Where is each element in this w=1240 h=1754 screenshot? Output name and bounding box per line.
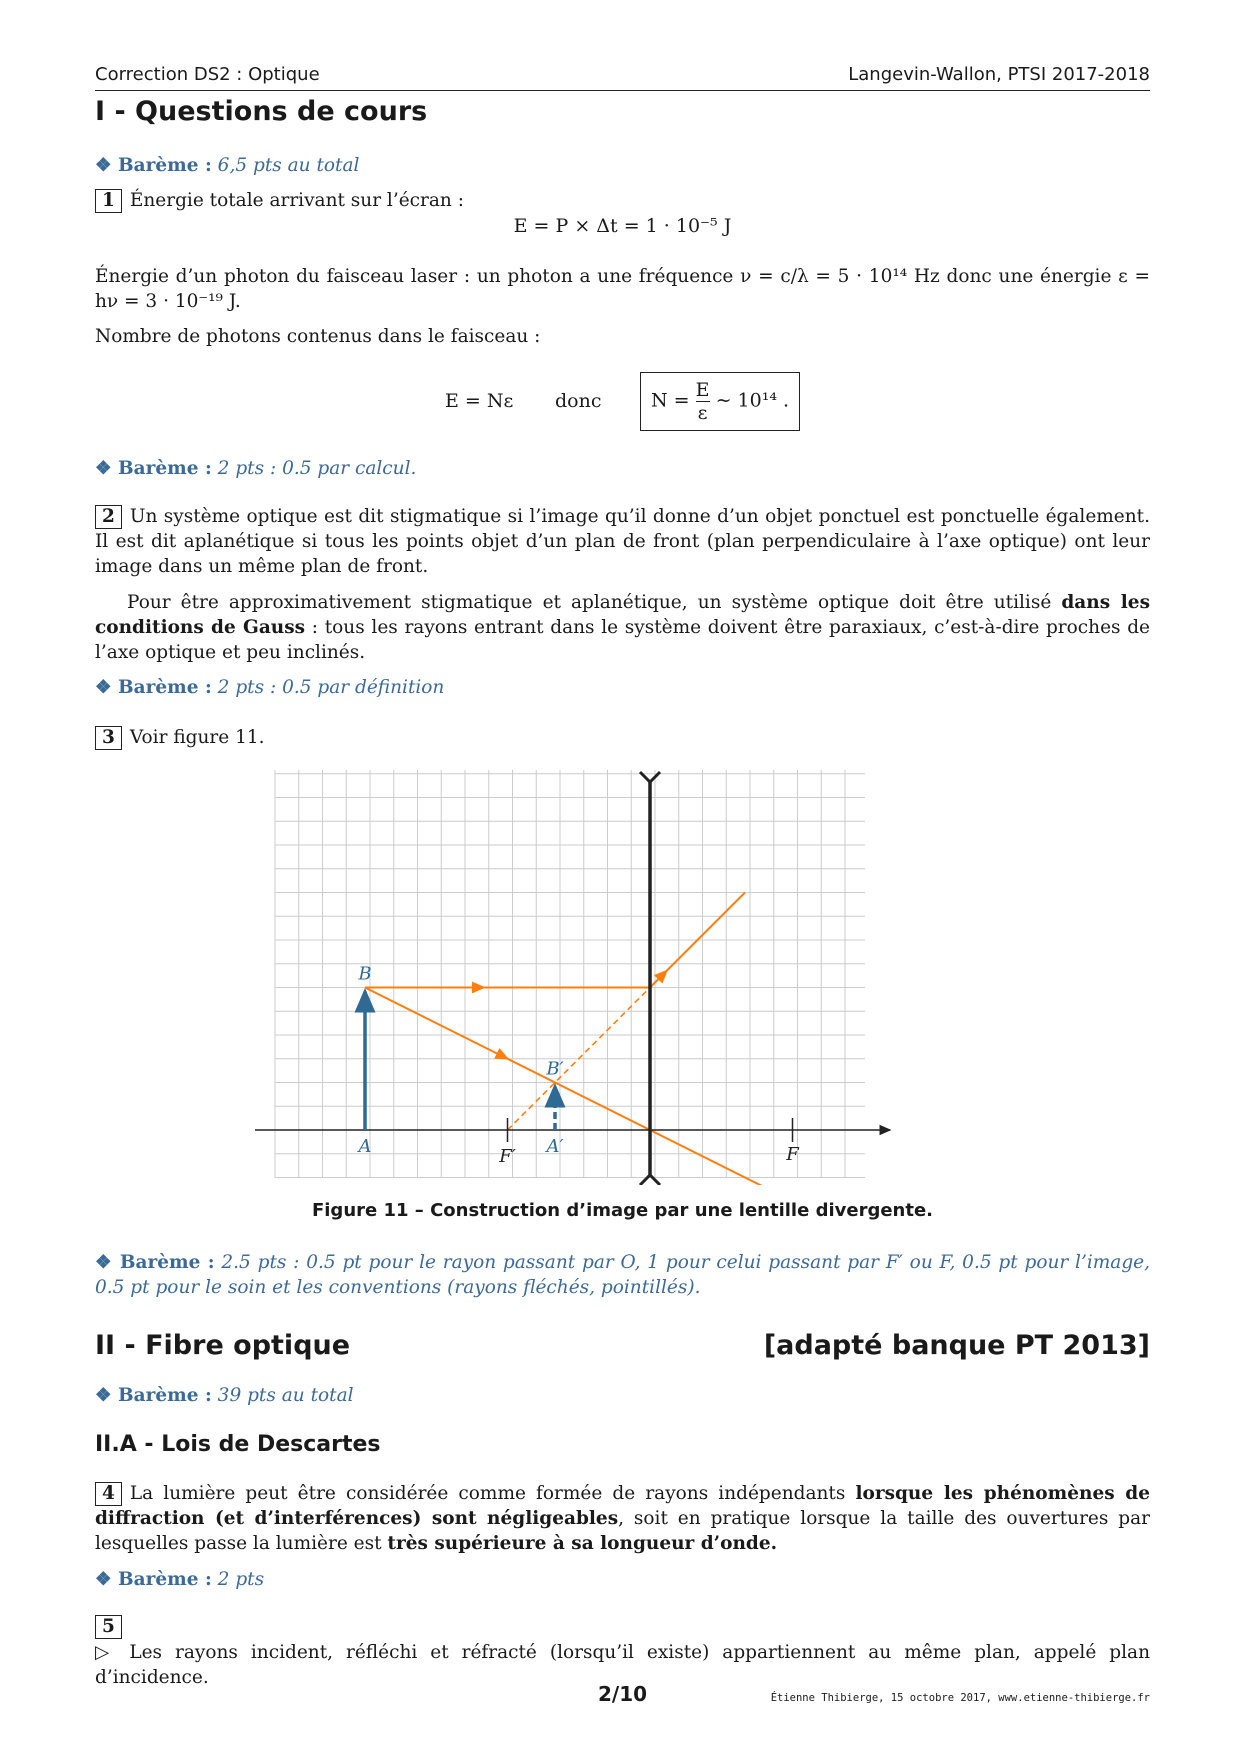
ray-diagram xyxy=(255,770,1075,1185)
label-A: A xyxy=(358,1136,372,1157)
framed-result: N = $\frac{E}{\varepsilon}$ ∼ 10¹⁴ . xyxy=(640,372,800,431)
ray-refracted-arrow xyxy=(650,971,667,988)
bareme-section2: ❖ Barème : 39 pts au total xyxy=(95,1385,354,1406)
label-A-prime: A′ xyxy=(546,1136,564,1157)
question-5-text: ▷ Les rayons incident, réfléchi et réfracté (lorsqu’il existe) appartiennent au même plan, appelé plan d’incidence. xyxy=(95,1642,1150,1688)
bareme-q4: ❖ Barème : 2 pts xyxy=(95,1569,265,1590)
section2-source: [adapté banque PT 2013] xyxy=(763,1330,1150,1361)
section1-title: I - Questions de cours xyxy=(95,96,428,127)
header-right: Langevin-Wallon, PTSI 2017-2018 xyxy=(848,64,1150,85)
photon-energy-text: Énergie d’un photon du faisceau laser : un photon a une fréquence ν = c/λ = 5 · 10¹⁴ Hz donc une énergie ε = hν = 3 · 10⁻¹⁹ J. xyxy=(95,266,1150,312)
page-number: 2/10 xyxy=(597,1682,648,1706)
question-2-p2: Pour être approximativement stigmatique et aplanétique, un système optique doit être utilisé dans les conditions de Gauss : tous les rayons entrant dans le système doivent être paraxiaux, c’est-à-dire proches de l’axe optique et peu inclinés. xyxy=(95,592,1150,663)
formula-energy: E = P × Δt = 1 · 10⁻⁵ J xyxy=(513,215,732,237)
question-5-number xyxy=(95,1614,1150,1639)
bareme-q1: ❖ Barème : 2 pts : 0.5 par calcul. xyxy=(95,458,417,479)
question-number-1: 1 xyxy=(95,189,122,213)
page-header xyxy=(95,62,1150,91)
subsection-title: II.A - Lois de Descartes xyxy=(95,1432,381,1457)
question-number-2: 2 xyxy=(95,505,122,529)
question-4-text: 4 La lumière peut être considérée comme formée de rayons indépendants lorsque les phénomènes de diffraction (et d’interférences) sont négligeables, soit en pratique lorsque la taille des ouvertures par lesquelles passe la lumière est très supérieure à sa longueur d’onde. xyxy=(95,1483,1151,1554)
question-number-4: 4 xyxy=(95,1482,122,1506)
ray-center-arrow xyxy=(365,988,508,1059)
question-number-5: 5 xyxy=(95,1615,122,1639)
photon-count-intro: Nombre de photons contenus dans le faisceau : xyxy=(95,326,541,347)
question-3-text: 3 Voir figure 11. xyxy=(95,725,1150,750)
question-2-p1: 2 Un système optique est dit stigmatique si l’image qu’il donne d’un objet ponctuel est ponctuelle également. Il est dit aplanétique si tous les points objet d’un plan de front (plan perpendiculaire à l’axe optique) ont leur image dans un même plan de front. xyxy=(95,506,1150,577)
label-F-prime: F′ xyxy=(499,1146,516,1167)
bareme-q3: ❖ Barème : 2.5 pts : 0.5 pt pour le rayon passant par O, 1 pour celui passant par F′ ou F, 0.5 pt pour l’image, 0.5 pt pour le soin et les conventions (rayons fléchés, pointillés). xyxy=(95,1252,1150,1298)
footer-credit: Étienne Thibierge, 15 octobre 2017, www.etienne-thibierge.fr xyxy=(770,1692,1150,1704)
label-B: B xyxy=(358,963,372,985)
bareme-q2: ❖ Barème : 2 pts : 0.5 par définition xyxy=(95,677,445,698)
label-F: F xyxy=(786,1144,799,1165)
lens-bottom-tip xyxy=(640,1175,660,1185)
label-B-prime: B′ xyxy=(546,1058,564,1080)
bareme-total: ❖ Barème : 6,5 pts au total xyxy=(95,155,360,176)
question-1-intro: 1 Énergie totale arrivant sur l’écran : xyxy=(95,188,1150,213)
figure-caption: Figure 11 – Construction d’image par une lentille divergente. xyxy=(311,1200,934,1221)
question-number-3: 3 xyxy=(95,726,122,750)
header-left: Correction DS2 : Optique xyxy=(95,64,320,85)
section2-title: II - Fibre optique xyxy=(95,1330,351,1361)
